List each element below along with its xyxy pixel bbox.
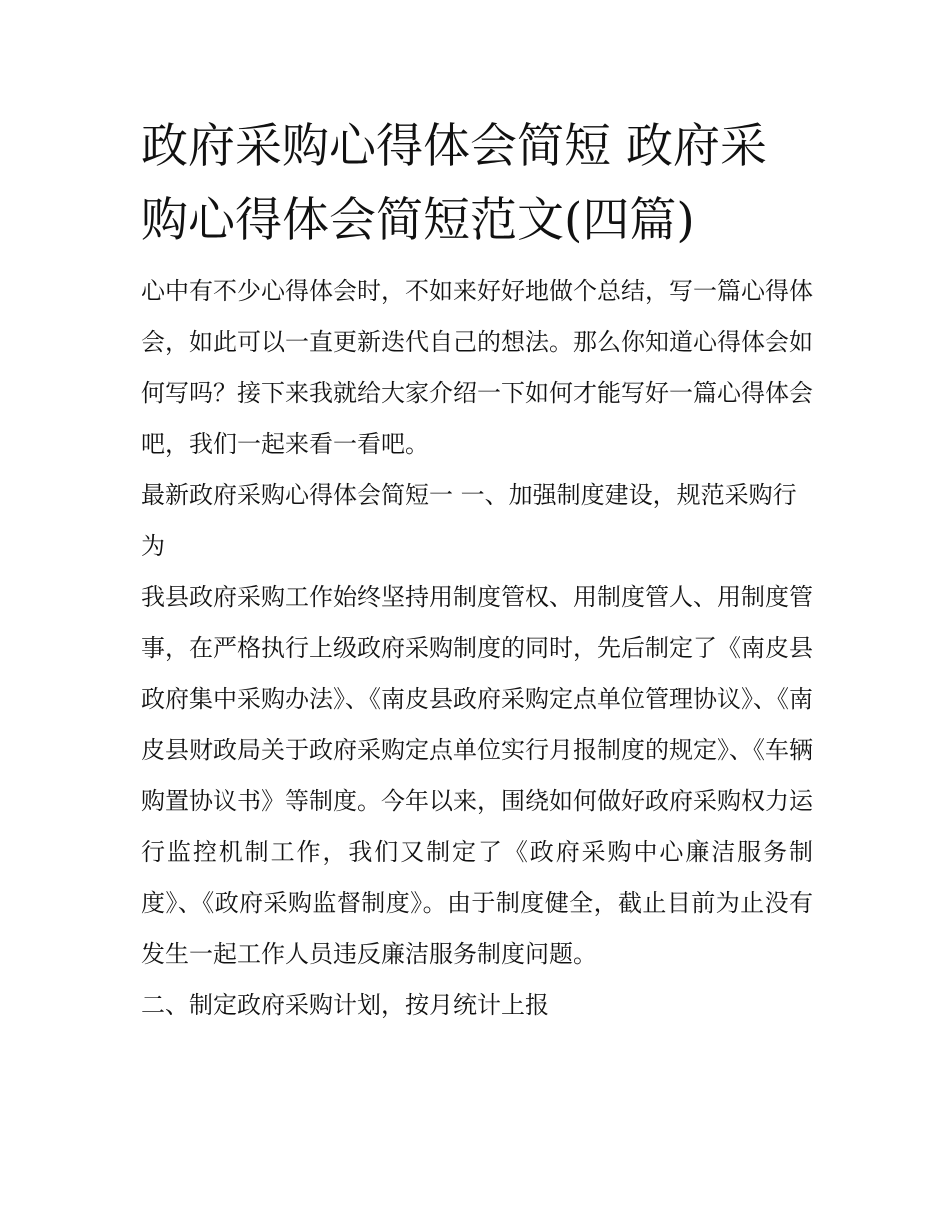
section-heading-2: 二、制定政府采购计划，按月统计上报 [141, 991, 549, 1019]
document-title: 政府采购心得体会简短 政府采购心得体会简短范文(四篇) [141, 119, 767, 248]
section-1-paragraph: 我县政府采购工作始终坚持用制度管权、用制度管人、用制度管事，在严格执行上级政府采购制度的同时，先后制定了《南皮县政府集中采购办法》、《南皮县政府采购定点单位管理协议》、《南皮县财政局关于政府采购定点单位实行月报制度的规定》、《车辆购置协议书》等制度。今年以来，围绕如何做好政府采购权力运行监控机制工作，我们又制定了《政府采购中心廉洁服务制度》、《政府采购监督制度》。由于制度健全，截止目前为止没有发生一起工作人员违反廉洁服务制度问题。 [141, 583, 813, 968]
document-body [141, 266, 813, 1031]
section-heading-1: 最新政府采购心得体会简短一 一、加强制度建设，规范采购行为 [141, 481, 797, 560]
intro-paragraph: 心中有不少心得体会时，不如来好好地做个总结，写一篇心得体会，如此可以一直更新迭代自己的想法。那么你知道心得体会如何写吗？接下来我就给大家介绍一下如何才能写好一篇心得体会吧，我们一起来看一看吧。 [141, 277, 813, 458]
document-content [141, 110, 813, 1031]
